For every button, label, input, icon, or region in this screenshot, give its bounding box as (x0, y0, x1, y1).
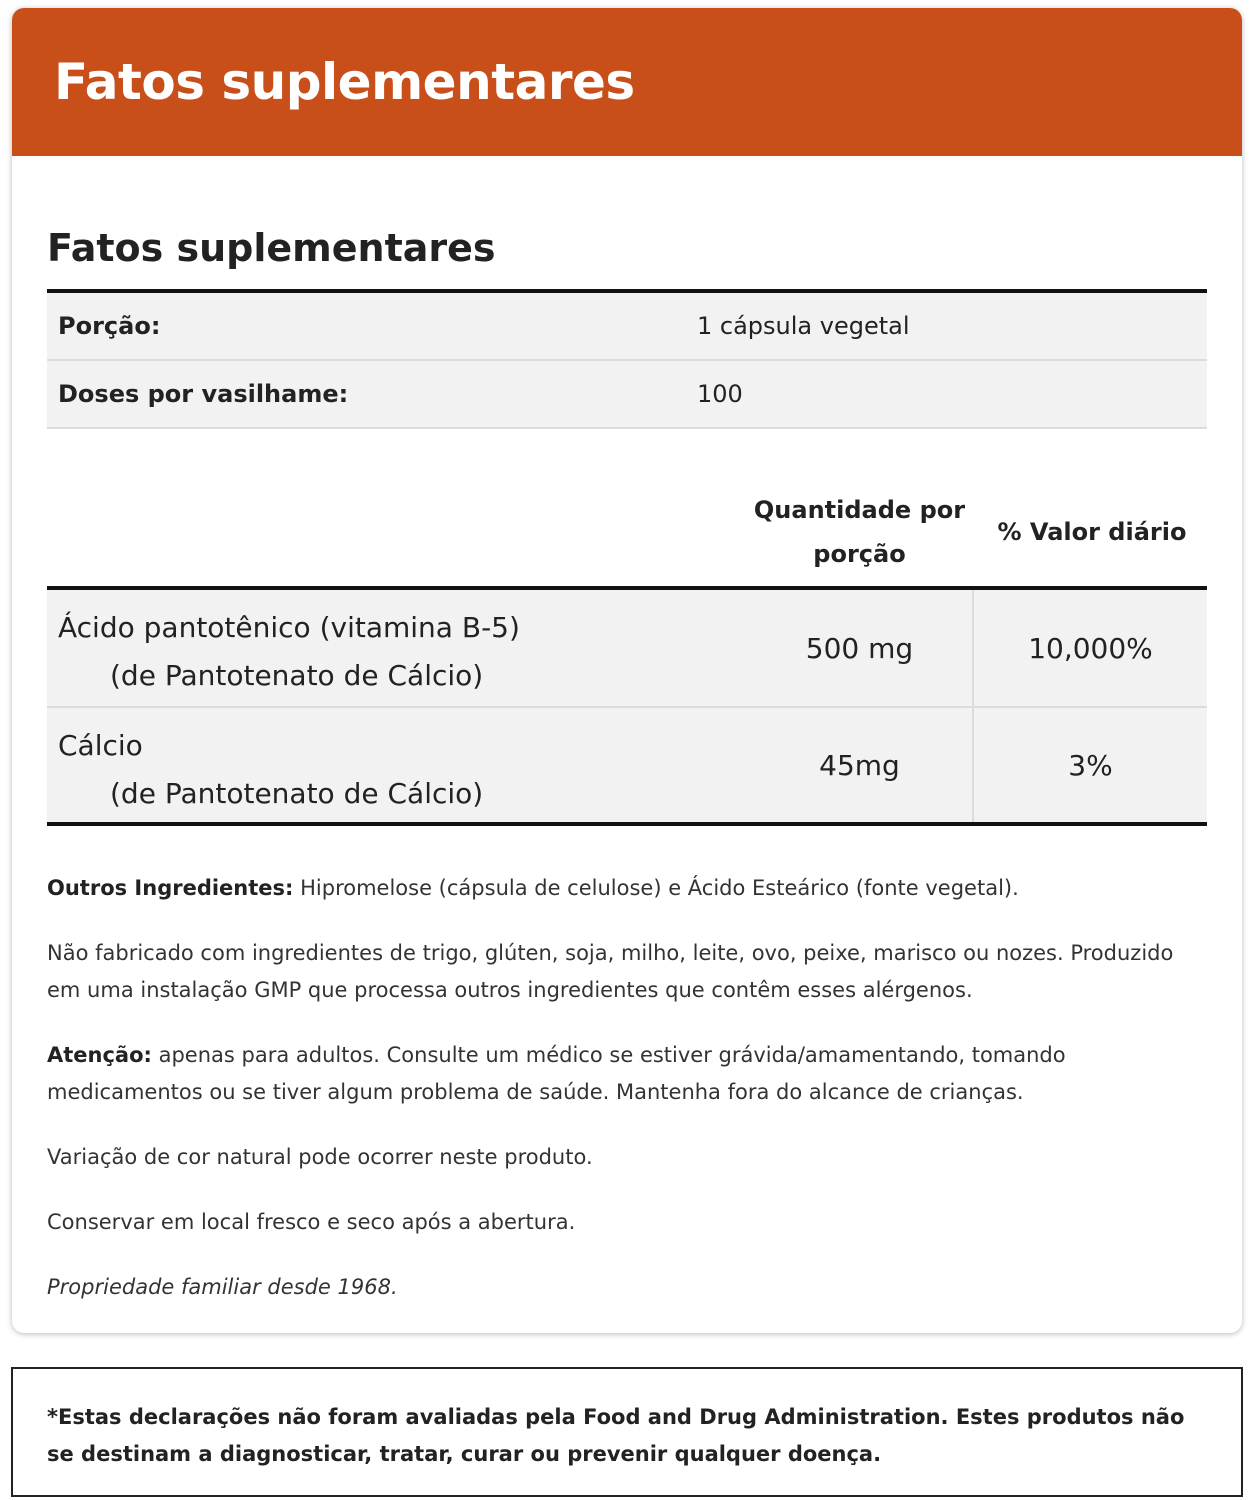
servings-per-container-row (47, 361, 1207, 429)
nutrient-table (47, 586, 1207, 826)
color-variation-note: Variação de cor natural pode ocorrer neste produto. (47, 1145, 593, 1169)
card-header (12, 8, 1242, 156)
warning (47, 1037, 1207, 1111)
amount-header-line1: Quantidade por (753, 496, 966, 524)
panel-title: Fatos suplementares (47, 226, 496, 270)
nutrient-source: (de Pantotenato de Cálcio) (110, 777, 484, 810)
nutrient-name-cell (47, 708, 747, 822)
serving-size-value: 1 cápsula vegetal (697, 312, 910, 340)
amount-per-serving-header (747, 488, 972, 576)
nutrient-amount: 500 mg (805, 631, 914, 665)
other-ingredients-label: Outros Ingredientes: (47, 876, 294, 900)
other-ingredients-text: Hipromelose (cápsula de celulose) e Ácido Esteárico (fonte vegetal). (293, 876, 1019, 900)
storage-note: Conservar em local fresco e seco após a abertura. (47, 1210, 576, 1234)
nutrient-row (47, 590, 1207, 706)
nutrient-row (47, 706, 1207, 822)
servings-per-container-value: 100 (697, 380, 743, 408)
nutrient-amount: 45mg (819, 748, 900, 782)
header-title: Fatos suplementares (54, 53, 635, 111)
fda-disclaimer: *Estas declarações não foram avaliadas pela Food and Drug Administration. Estes produtos não se destinam a diagnosticar, tratar, curar ou prevenir qualquer doença. (11, 1367, 1243, 1497)
nutrient-source: (de Pantotenato de Cálcio) (110, 659, 484, 692)
nutrient-name-cell (47, 590, 747, 706)
other-ingredients (47, 870, 1207, 907)
serving-table (47, 289, 1207, 429)
daily-value-header: % Valor diário (997, 518, 1187, 546)
amount-header-line2: porção (813, 540, 906, 568)
serving-row (47, 293, 1207, 361)
serving-size-label: Porção: (58, 312, 161, 340)
nutrient-daily-value: 10,000% (972, 590, 1207, 706)
warning-label: Atenção: (47, 1043, 152, 1067)
nutrient-name: Ácido pantotênico (vitamina B-5) (58, 611, 520, 644)
supplement-facts-card (12, 8, 1242, 1333)
nutrient-daily-value: 3% (972, 708, 1207, 822)
allergen-statement: Não fabricado com ingredientes de trigo, glúten, soja, milho, leite, ovo, peixe, marisco ou nozes. Produzido em uma instalação GMP que processa outros ingredientes que contêm esses alérgenos. (47, 941, 1174, 1002)
label-notes (47, 870, 1207, 1333)
family-owned-note: Propriedade familiar desde 1968. (47, 1275, 398, 1299)
nutrient-name: Cálcio (58, 729, 143, 762)
warning-text: apenas para adultos. Consulte um médico se estiver grávida/amamentando, tomando medicamentos ou se tiver algum problema de saúde. Mantenha fora do alcance de crianças. (47, 1043, 1066, 1104)
servings-per-container-label: Doses por vasilhame: (58, 380, 349, 408)
